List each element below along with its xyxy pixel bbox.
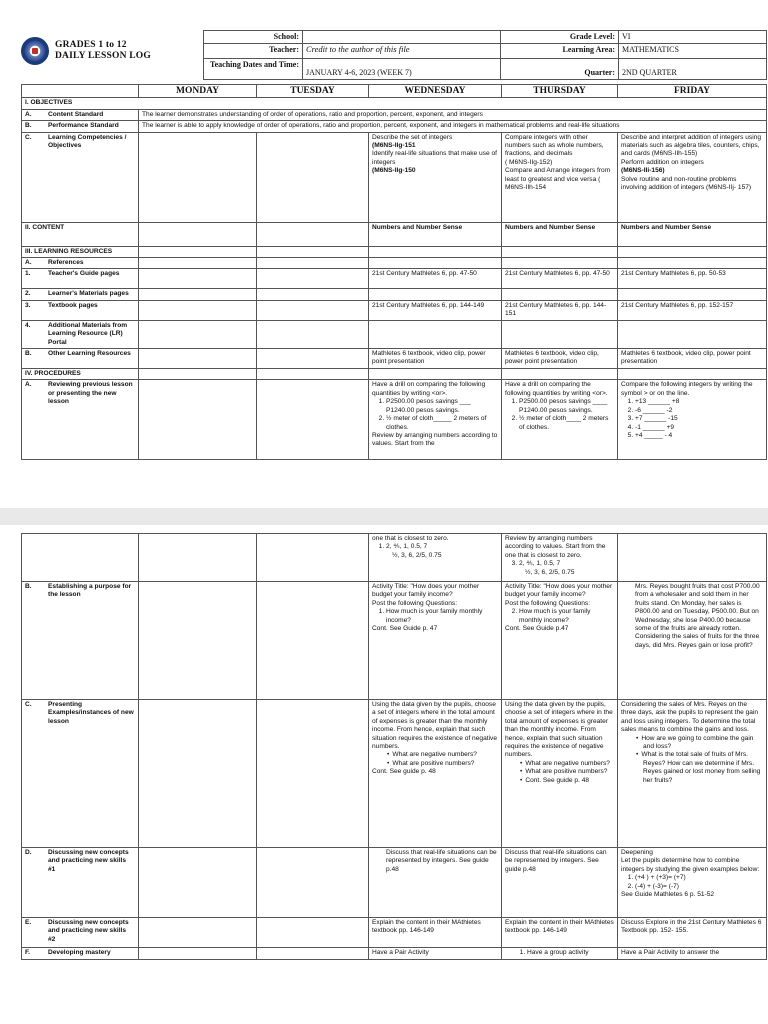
learners-materials-row: 2. Learner's Materials pages (22, 289, 767, 300)
objectives-section-row (22, 98, 767, 109)
content-standard-row: A. Content Standard The learner demonstrates understanding of order of operations, ratio and proportion, percent, exponent, and integers (22, 109, 767, 120)
other-resources-row: B. Other Learning Resources Mathletes 6 textbook, video clip, power point presentation Mathletes 6 textbook, video clip, power point presentation Mathletes 6 textbook, video clip, power point presentation (22, 349, 767, 369)
lesson-log-page-1 (0, 0, 768, 508)
textbook-pages-label: Textbook pages (48, 301, 98, 309)
grade-level-label: Grade Level: (501, 31, 619, 44)
textbook-pages-row: 3. Textbook pages 21st Century Mathletes 6, pp. 144-149 21st Century Mathletes 6, pp. 144-151 21st Century Mathletes 6, pp. 152-157 (22, 300, 767, 320)
competencies-friday: Describe and interpret addition of integers using materials such as algebra tiles, counters, chips, and cards (M6NS-IIh-155) Perform addition on integers (M6NS-IIi-156) Solve routine and non-routine problems involving addition of integers (M6NS-IIj- 157) (618, 132, 767, 222)
teachers-guide-thursday: 21st Century Mathletes 6, pp. 47-50 (502, 269, 618, 289)
additional-materials-row: 4. Additional Materials from Learning Resource (LR) Portal (22, 320, 767, 348)
purpose-friday: Mrs. Reyes bought fruits that cost P700.00 from a wholesaler and sold them in her fruits stand. On Monday, her sales is P800.00 and on Tuesday, P500.00. But on Wednesday, she lose P400.00 because some of the fruits are already rotten. Considering the sales of fruits for the three days, did Mrs. Reyes gain or lose profit? (618, 582, 767, 700)
discussing-1-friday: Deepening Let the pupils determine how to combine integers by studying the given examples below: 1. (+4 ) + (+3)= (+7) 2. (-4) + (-3)= (-7) See Guide Mathletes 6 p. 51-52 (618, 848, 767, 918)
learning-area-value: MATHEMATICS (619, 43, 767, 58)
competencies-row: C. Learning Competencies / Objectives Describe the set of integers (M6NS-IIg-151 Identify real-life situations that make use of integers (M6NS-IIg-150 Compare integers with other numbers such as whole numbers, fractions, and decimals ( M6NS-IIg-152) Compare and Arrange integers from least to greatest and vice versa ( M6NS-IIh-154 Describe and interpret addition of integers using materials such as algebra tiles, counters, chips, and cards (M6NS-IIh-155) Perform addition on integers (M6NS-IIi-156) Solve routine and non-routine problems involving addition of integers (M6NS-IIj- 157) (22, 132, 767, 222)
procedures-section-row (22, 369, 767, 380)
day-wednesday: WEDNESDAY (369, 85, 502, 98)
learners-materials-label: Learner's Materials pages (48, 290, 129, 298)
teacher-label: Teacher: (204, 43, 303, 58)
other-resources-wednesday: Mathletes 6 textbook, video clip, power point presentation (369, 349, 502, 369)
references-label: References (48, 259, 84, 267)
discussing-2-thursday: Explain the content in their MAthletes textbook pp. 146-149 (502, 918, 618, 948)
reviewing-label: Reviewing previous lesson or presenting the new lesson (48, 381, 133, 406)
content-friday: Numbers and Number Sense (618, 222, 767, 246)
other-resources-thursday: Mathletes 6 textbook, video clip, power point presentation (502, 349, 618, 369)
resources-heading: III. LEARNING RESOURCES (22, 246, 139, 257)
performance-standard-row: B. Performance Standard The learner is able to apply knowledge of order of operations, ratio and proportion, percent, exponent, and integers in mathematical problems and real-life situations (22, 121, 767, 132)
discussing-2-friday: Discuss Explore in the 21st Century Mathletes 6 Textbook pp. 152- 155. (618, 918, 767, 948)
purpose-wednesday: Activity Title: "How does your mother budget your family income? Post the following Questions: 1. How much is your family monthly income? Cont. See Guide p. 47 (369, 582, 502, 700)
purpose-label: Establishing a purpose for the lesson (48, 583, 132, 599)
other-resources-friday: Mathletes 6 textbook, video clip, power point presentation (618, 349, 767, 369)
discussing-1-thursday: Discuss that real-life situations can be represented by integers. See guide p.48 (502, 848, 618, 918)
mastery-row: F. Developing mastery Have a Pair Activity 1. Have a group activity Have a Pair Activity to answer the (22, 948, 767, 960)
day-header-row (22, 85, 767, 98)
references-row: A. References (22, 258, 767, 269)
discussing-2-wednesday: Explain the content in their MAthletes textbook pp. 146-149 (369, 918, 502, 948)
discussing-2-label: Discussing new concepts and practicing new skills #2 (48, 919, 129, 943)
presenting-label: Presenting Examples/instances of new lesson (48, 701, 134, 725)
content-wednesday: Numbers and Number Sense (369, 222, 502, 246)
reviewing-thursday: Have a drill on comparing the following quantities by writing <or>. 1. P2500.00 pesos savings ____ P1240.00 pesos savings. 2. ½ meter of cloth____ 2 meters of clothes. (502, 380, 618, 460)
teaching-dates-label: Teaching Dates and Time: (204, 58, 303, 79)
textbook-pages-friday: 21st Century Mathletes 6, pp. 152-157 (618, 300, 767, 320)
presenting-wednesday: Using the data given by the pupils, choose a set of integers where in the total amount of expenses is greater than the monthly income. From hence, explain that such situation requires the existence of negative numbers. • What are negative numbers? • What are positive numbers? Cont. See guide p. 48 (369, 700, 502, 848)
mastery-label: Developing mastery (48, 949, 111, 956)
grade-level-value: VI (619, 31, 767, 44)
deped-logo (21, 31, 203, 71)
textbook-pages-wednesday: 21st Century Mathletes 6, pp. 144-149 (369, 300, 502, 320)
resources-section-row (22, 246, 767, 257)
performance-standard-label: Performance Standard (48, 122, 119, 130)
content-thursday: Numbers and Number Sense (502, 222, 618, 246)
other-resources-label: Other Learning Resources (48, 350, 131, 358)
header-table (203, 30, 767, 80)
additional-materials-label: Additional Materials from Learning Resource (LR) Portal (48, 321, 128, 346)
log-title: GRADES 1 to 12 DAILY LESSON LOG (55, 40, 151, 61)
teacher-value: Credit to the author of this file (303, 43, 501, 58)
textbook-pages-thursday: 21st Century Mathletes 6, pp. 144-151 (502, 300, 618, 320)
competencies-label: Learning Competencies / Objectives (48, 133, 127, 150)
performance-standard-text: The learner is able to apply knowledge of order of operations, ratio and proportion, percent, exponent, and integers in mathematical problems and real-life situations (139, 121, 767, 132)
content-standard-label: Content Standard (48, 110, 104, 118)
content-row (22, 222, 767, 246)
discussing-2-row: E. Discussing new concepts and practicing new skills #2 Explain the content in their MAthletes textbook pp. 146-149 Explain the content in their MAthletes textbook pp. 146-149 Discuss Explore in the 21st Century Mathletes 6 Textbook pp. 152- 155. (22, 918, 767, 948)
purpose-row: B. Establishing a purpose for the lesson Activity Title: "How does your mother budget your family income? Post the following Questions: 1. How much is your family monthly income? Cont. See Guide p. 47 Activity Title: "How does your mother budget your family income? Post the following Questions: 2. How much is your family monthly income? Cont. See Guide p.47 Mrs. Reyes bought fruits that cost P700.00 from a wholesaler and sold them in her fruits stand. On Monday, her sales is P800.00 and on Tuesday, P500.00. But on Wednesday, she lose P400.00 because some of the fruits are already rotten. Considering the sales of fruits for the three days, did Mrs. Reyes gain or lose profit? (22, 582, 767, 700)
presenting-friday: Considering the sales of Mrs. Reyes on the three days, ask the pupils to represent the gain and loss using integers. To determine the total sales means to combine the gains and loss. • How are we going to combine the gain and loss? • What is the total sale of fruits of Mrs. Reyes? How can we determine if Mrs. Reyes gained or lost money from selling her fruits? (618, 700, 767, 848)
day-monday: MONDAY (139, 85, 257, 98)
learning-area-label: Learning Area: (501, 43, 619, 58)
procedures-heading: IV. PROCEDURES (22, 369, 139, 380)
content-standard-text: The learner demonstrates understanding of order of operations, ratio and proportion, percent, exponent, and integers (139, 109, 767, 120)
lesson-table-page-2 (21, 533, 767, 960)
school-label: School: (204, 31, 303, 44)
mastery-thursday: 1. Have a group activity (502, 948, 618, 960)
purpose-thursday: Activity Title: "How does your mother budget your family income? Post the following Questions: 2. How much is your family monthly income? Cont. See Guide p.47 (502, 582, 618, 700)
mastery-wednesday: Have a Pair Activity (369, 948, 502, 960)
objectives-heading: I. OBJECTIVES (22, 98, 767, 109)
day-thursday: THURSDAY (502, 85, 618, 98)
teachers-guide-friday: 21st Century Mathletes 6, pp. 50-53 (618, 269, 767, 289)
teaching-dates-value: JANUARY 4-6, 2023 (WEEK 7) (303, 58, 501, 79)
teachers-guide-row: 1. Teacher's Guide pages 21st Century Mathletes 6, pp. 47-50 21st Century Mathletes 6, pp. 47-50 21st Century Mathletes 6, pp. 50-53 (22, 269, 767, 289)
discussing-1-wednesday: Discuss that real-life situations can be represented by integers. See guide p.48 (369, 848, 502, 918)
teachers-guide-wednesday: 21st Century Mathletes 6, pp. 47-50 (369, 269, 502, 289)
day-friday: FRIDAY (618, 85, 767, 98)
teachers-guide-label: Teacher's Guide pages (48, 270, 120, 278)
lesson-table-page-1 (21, 84, 767, 460)
quarter-label: Quarter: (501, 58, 619, 79)
discussing-1-row: D. Discussing new concepts and practicing new skills #1 Discuss that real-life situations can be represented by integers. See guide p.48 Discuss that real-life situations can be represented by integers. See guide p.48 Deepening Let the pupils determine how to combine integers by studying the given examples below: 1. (+4 ) + (+3)= (+7) 2. (-4) + (-3)= (-7) See Guide Mathletes 6 p. 51-52 (22, 848, 767, 918)
deped-seal-icon (21, 37, 49, 65)
discussing-1-label: Discussing new concepts and practicing new skills #1 (48, 849, 129, 873)
presenting-thursday: Using the data given by the pupils, choose a set of integers where in the total amount of expenses is greater than the monthly income. From hence, explain that such situation requires the existence of negative numbers. • What are negative numbers? • What are positive numbers? • Cont. See guide p. 48 (502, 700, 618, 848)
lesson-log-page-2 (0, 525, 768, 1024)
mastery-friday: Have a Pair Activity to answer the (618, 948, 767, 960)
reviewing-continued-row (22, 534, 767, 582)
day-tuesday: TUESDAY (257, 85, 369, 98)
competencies-thursday: Compare integers with other numbers such as whole numbers, fractions, and decimals ( M6NS-IIg-152) Compare and Arrange integers from least to greatest and vice versa ( M6NS-IIh-154 (502, 132, 618, 222)
presenting-row: C. Presenting Examples/instances of new lesson Using the data given by the pupils, choose a set of integers where in the total amount of expenses is greater than the monthly income. From hence, explain that such situation requires the existence of negative numbers. • What are negative numbers? • What are positive numbers? Cont. See guide p. 48 Using the data given by the pupils, choose a set of integers where in the total amount of expenses is greater than the monthly income. From hence, explain that such situation requires the existence of negative numbers. • What are negative numbers? • What are positive numbers? • Cont. See guide p. 48 Considering the sales of Mrs. Reyes on the three days, ask the pupils to represent the gain and loss using integers. To determine the total sales means to combine the gains and loss. • How are we going to combine the gain and loss? • What is the total sale of fruits of Mrs. Reyes? How can we determine if Mrs. Reyes gained or lost money from selling her fruits? (22, 700, 767, 848)
competencies-wednesday: Describe the set of integers (M6NS-IIg-151 Identify real-life situations that make use of integers (M6NS-IIg-150 (369, 132, 502, 222)
school-value (303, 31, 501, 44)
content-heading: II. CONTENT (22, 222, 139, 246)
quarter-value: 2ND QUARTER (619, 58, 767, 79)
reviewing-row: A. Reviewing previous lesson or presenting the new lesson Have a drill on comparing the following quantities by writing <or>. 1. P2500.00 pesos savings ___ P1240.00 pesos savings. 2. ½ meter of cloth_____ 2 meters of clothes. Review by arranging numbers according to values. Start from the Have a drill on comparing the following quantities by writing <or>. 1. P2500.00 pesos savings ____ P1240.00 pesos savings. 2. ½ meter of cloth____ 2 meters of clothes. Compare the following integers by writing the symbol > or on the line. 1. +13 ______ +8 2. -6 ______ -2 3. +7 ______ -15 4. -1 ______ +9 5. +4 _____ - 4 (22, 380, 767, 460)
reviewing-cont-thursday: Review by arranging numbers according to values. Start from the one that is closest to zero. 3. 2, ⅘, 1, 0.5, 7 ½, 3, 6, 2/5, 0.75 (502, 534, 618, 582)
reviewing-wednesday: Have a drill on comparing the following quantities by writing <or>. 1. P2500.00 pesos savings ___ P1240.00 pesos savings. 2. ½ meter of cloth_____ 2 meters of clothes. Review by arranging numbers according to values. Start from the (369, 380, 502, 460)
reviewing-cont-wednesday: one that is closest to zero. 1. 2, ⅘, 1, 0.5, 7 ½, 3, 6, 2/5, 0.75 (369, 534, 502, 582)
reviewing-friday: Compare the following integers by writing the symbol > or on the line. 1. +13 ______ +8 2. -6 ______ -2 3. +7 ______ -15 4. -1 ______ +9 5. +4 _____ - 4 (618, 380, 767, 460)
